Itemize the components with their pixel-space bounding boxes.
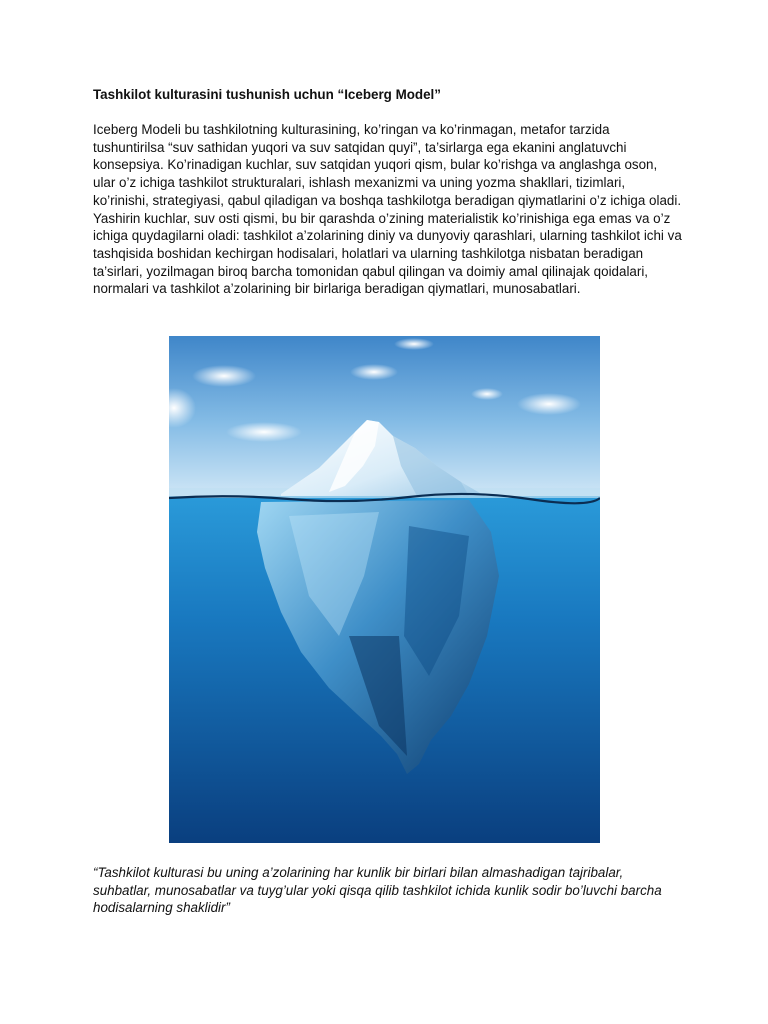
cloud — [350, 364, 398, 380]
cloud — [226, 422, 302, 442]
cloud — [394, 338, 434, 350]
cloud — [471, 388, 503, 400]
intro-paragraph: Iceberg Modeli bu tashkilotning kulturasining, ko’ringan va ko’rinmagan, metafor tarzida tushuntirilsa “suv sathidan yuqori va suv satqidan quyi”, ta’sirlarga ega ekanini anglatuvchi konsepsiya. Ko’rinadigan kuchlar, suv satqidan yuqori qism, bular ko’rishga va anglashga oson, ular o’z ichiga tashkilot strukturalari, ishlash mexanizmi va uning yozma shakllari, tizimlari, ko’rinishi, strategiyasi, qabul qiladigan va boshqa tashkilotga beradigan qiymatlarini o’z ichiga oladi. Yashirin kuchlar, suv osti qismi, bu bir qarashda o’zining materialistik ko’rinishiga ega emas va o’z ichiga quydagilarni oladi: tashkilot a’zolarining diniy va dunyoviy qarashlari, ularning tashkilot ichi va tashqisida boshidan kechirgan hodisalari, holatlari va ularning tashkilotga nisbatan beradigan ta’sirlari, yozilmagan biroq barcha tomonidan qabul qilingan va doimiy amal qilinajak qoidalari, normalari va tashkilot a’zolarining bir birlariga beradigan qiymatlari, munosabatlari. — [93, 122, 682, 297]
cloud — [192, 365, 256, 387]
iceberg-icon — [169, 336, 600, 843]
quote-paragraph: “Tashkilot kulturasi bu uning a’zolarining har kunlik bir birlari bilan almashadigan tajribalar, suhbatlar, munosabatlar va tuyg’ular yoki qisqa qilib tashkilot ichida kunlik sodir bo’luvchi barcha hodisalarning shaklidir” — [93, 865, 662, 915]
iceberg-image — [169, 336, 600, 843]
cloud — [517, 393, 581, 415]
document-title: Tashkilot kulturasini tushunish uchun “Iceberg Model” — [93, 87, 441, 102]
